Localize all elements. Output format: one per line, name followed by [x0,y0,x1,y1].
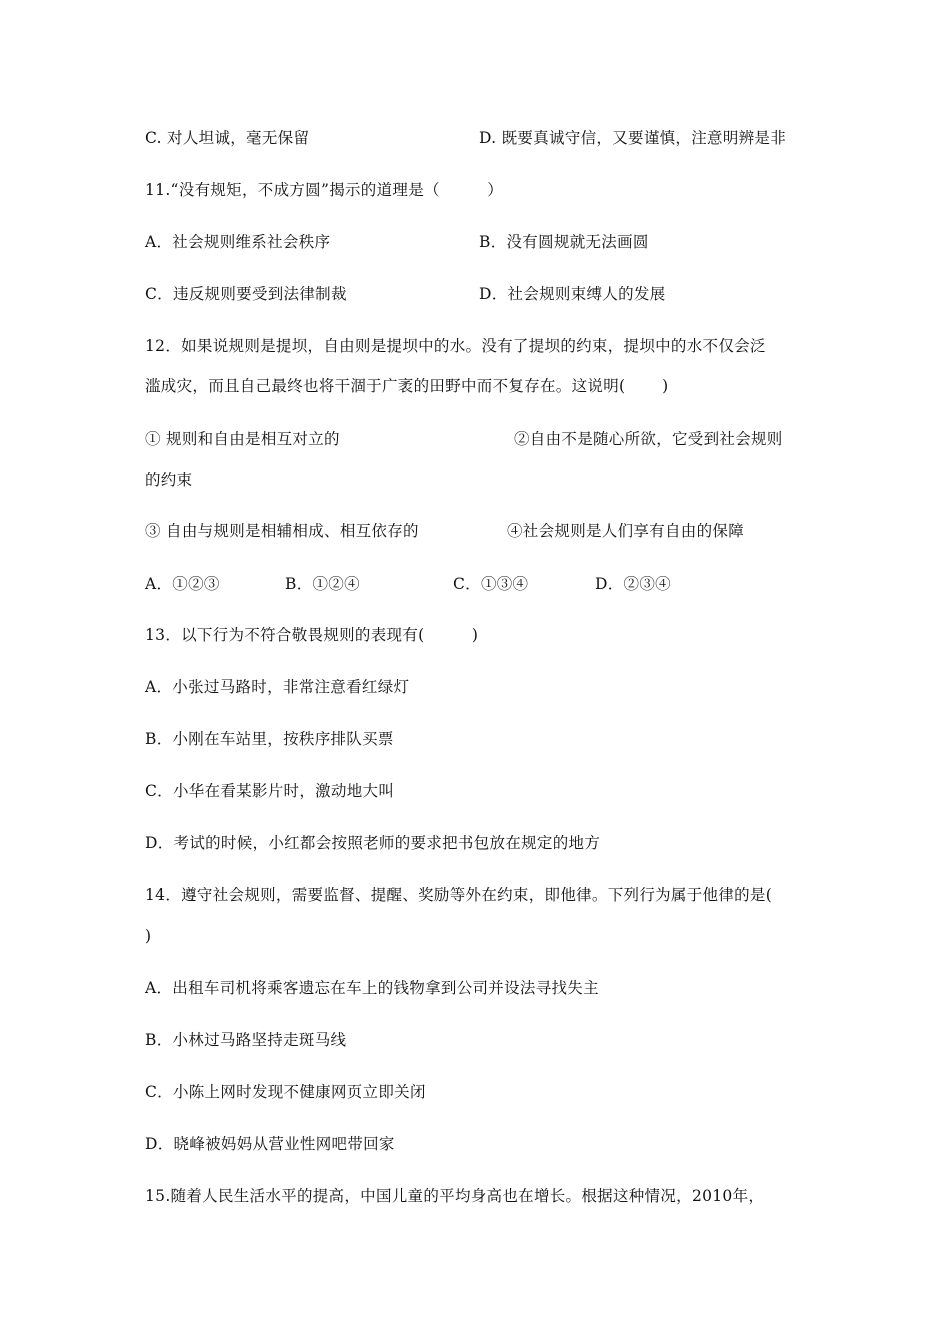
q14-option-c: C．小陈上网时发现不健康网页立即关闭 [145,1083,426,1101]
q12-item-3: ③ 自由与规则是相辅相成、相互依存的 [145,522,419,540]
q13-stem: 13．以下行为不符合敬畏规则的表现有( ) [145,626,479,644]
q11-options-cd [145,284,815,304]
q12-option-a: A．①②③ [145,575,220,593]
q11-option-d: D．社会规则束缚人的发展 [479,285,666,303]
q12-stem-line2: 滥成灾，而且自己最终也将干涸于广袤的田野中而不复存在。这说明( ) [145,377,669,395]
q12-stem-line1: 12．如果说规则是提坝，自由则是提坝中的水。没有了提坝的约束，提坝中的水不仅会泛 [145,337,766,355]
q12-item-4: ④社会规则是人们享有自由的保障 [507,522,745,540]
q12-option-c: C．①③④ [453,575,529,593]
q12-item-2-cont: 的约束 [145,471,193,489]
q12-item-2: ②自由不是随心所欲，它受到社会规则 [514,430,783,448]
q13-option-b: B．小刚在车站里，按秩序排队买票 [145,730,394,748]
q12-items-34 [145,521,815,541]
q12-items-12 [145,429,815,449]
q11-option-a: A．社会规则维系社会秩序 [145,233,331,251]
q11-options-ab [145,232,815,252]
q14-stem-line2: ) [145,927,152,945]
q12-options [145,574,815,594]
q13-option-d: D．考试的时候，小红都会按照老师的要求把书包放在规定的地方 [145,834,601,852]
q10-options-cd [145,128,815,148]
q12-option-b: B．①②④ [285,575,360,593]
q15-stem-line1: 15.随着人民生活水平的提高，中国儿童的平均身高也在增长。根据这种情况，2010年， [145,1187,765,1205]
q11-option-c: C．违反规则要受到法律制裁 [145,285,347,303]
q14-option-d: D．晓峰被妈妈从营业性网吧带回家 [145,1135,395,1153]
q13-option-a: A．小张过马路时，非常注意看红绿灯 [145,678,410,696]
q12-option-d: D．②③④ [595,575,671,593]
q10-option-d: D. 既要真诚守信，又要谨慎，注意明辨是非 [479,129,787,147]
q14-stem-line1: 14．遵守社会规则，需要监督、提醒、奖励等外在约束，即他律。下列行为属于他律的是( [145,886,773,904]
q14-option-a: A．出租车司机将乘客遗忘在车上的钱物拿到公司并设法寻找失主 [145,979,599,997]
q13-option-c: C．小华在看某影片时，激动地大叫 [145,782,395,800]
q12-item-1: ① 规则和自由是相互对立的 [145,430,340,448]
q11-stem: 11.“没有规矩，不成方圆”揭示的道理是（ ） [145,181,503,199]
q14-option-b: B．小林过马路坚持走斑马线 [145,1031,347,1049]
q10-option-c: C. 对人坦诚，毫无保留 [145,129,310,147]
q11-option-b: B．没有圆规就无法画圆 [479,233,649,251]
